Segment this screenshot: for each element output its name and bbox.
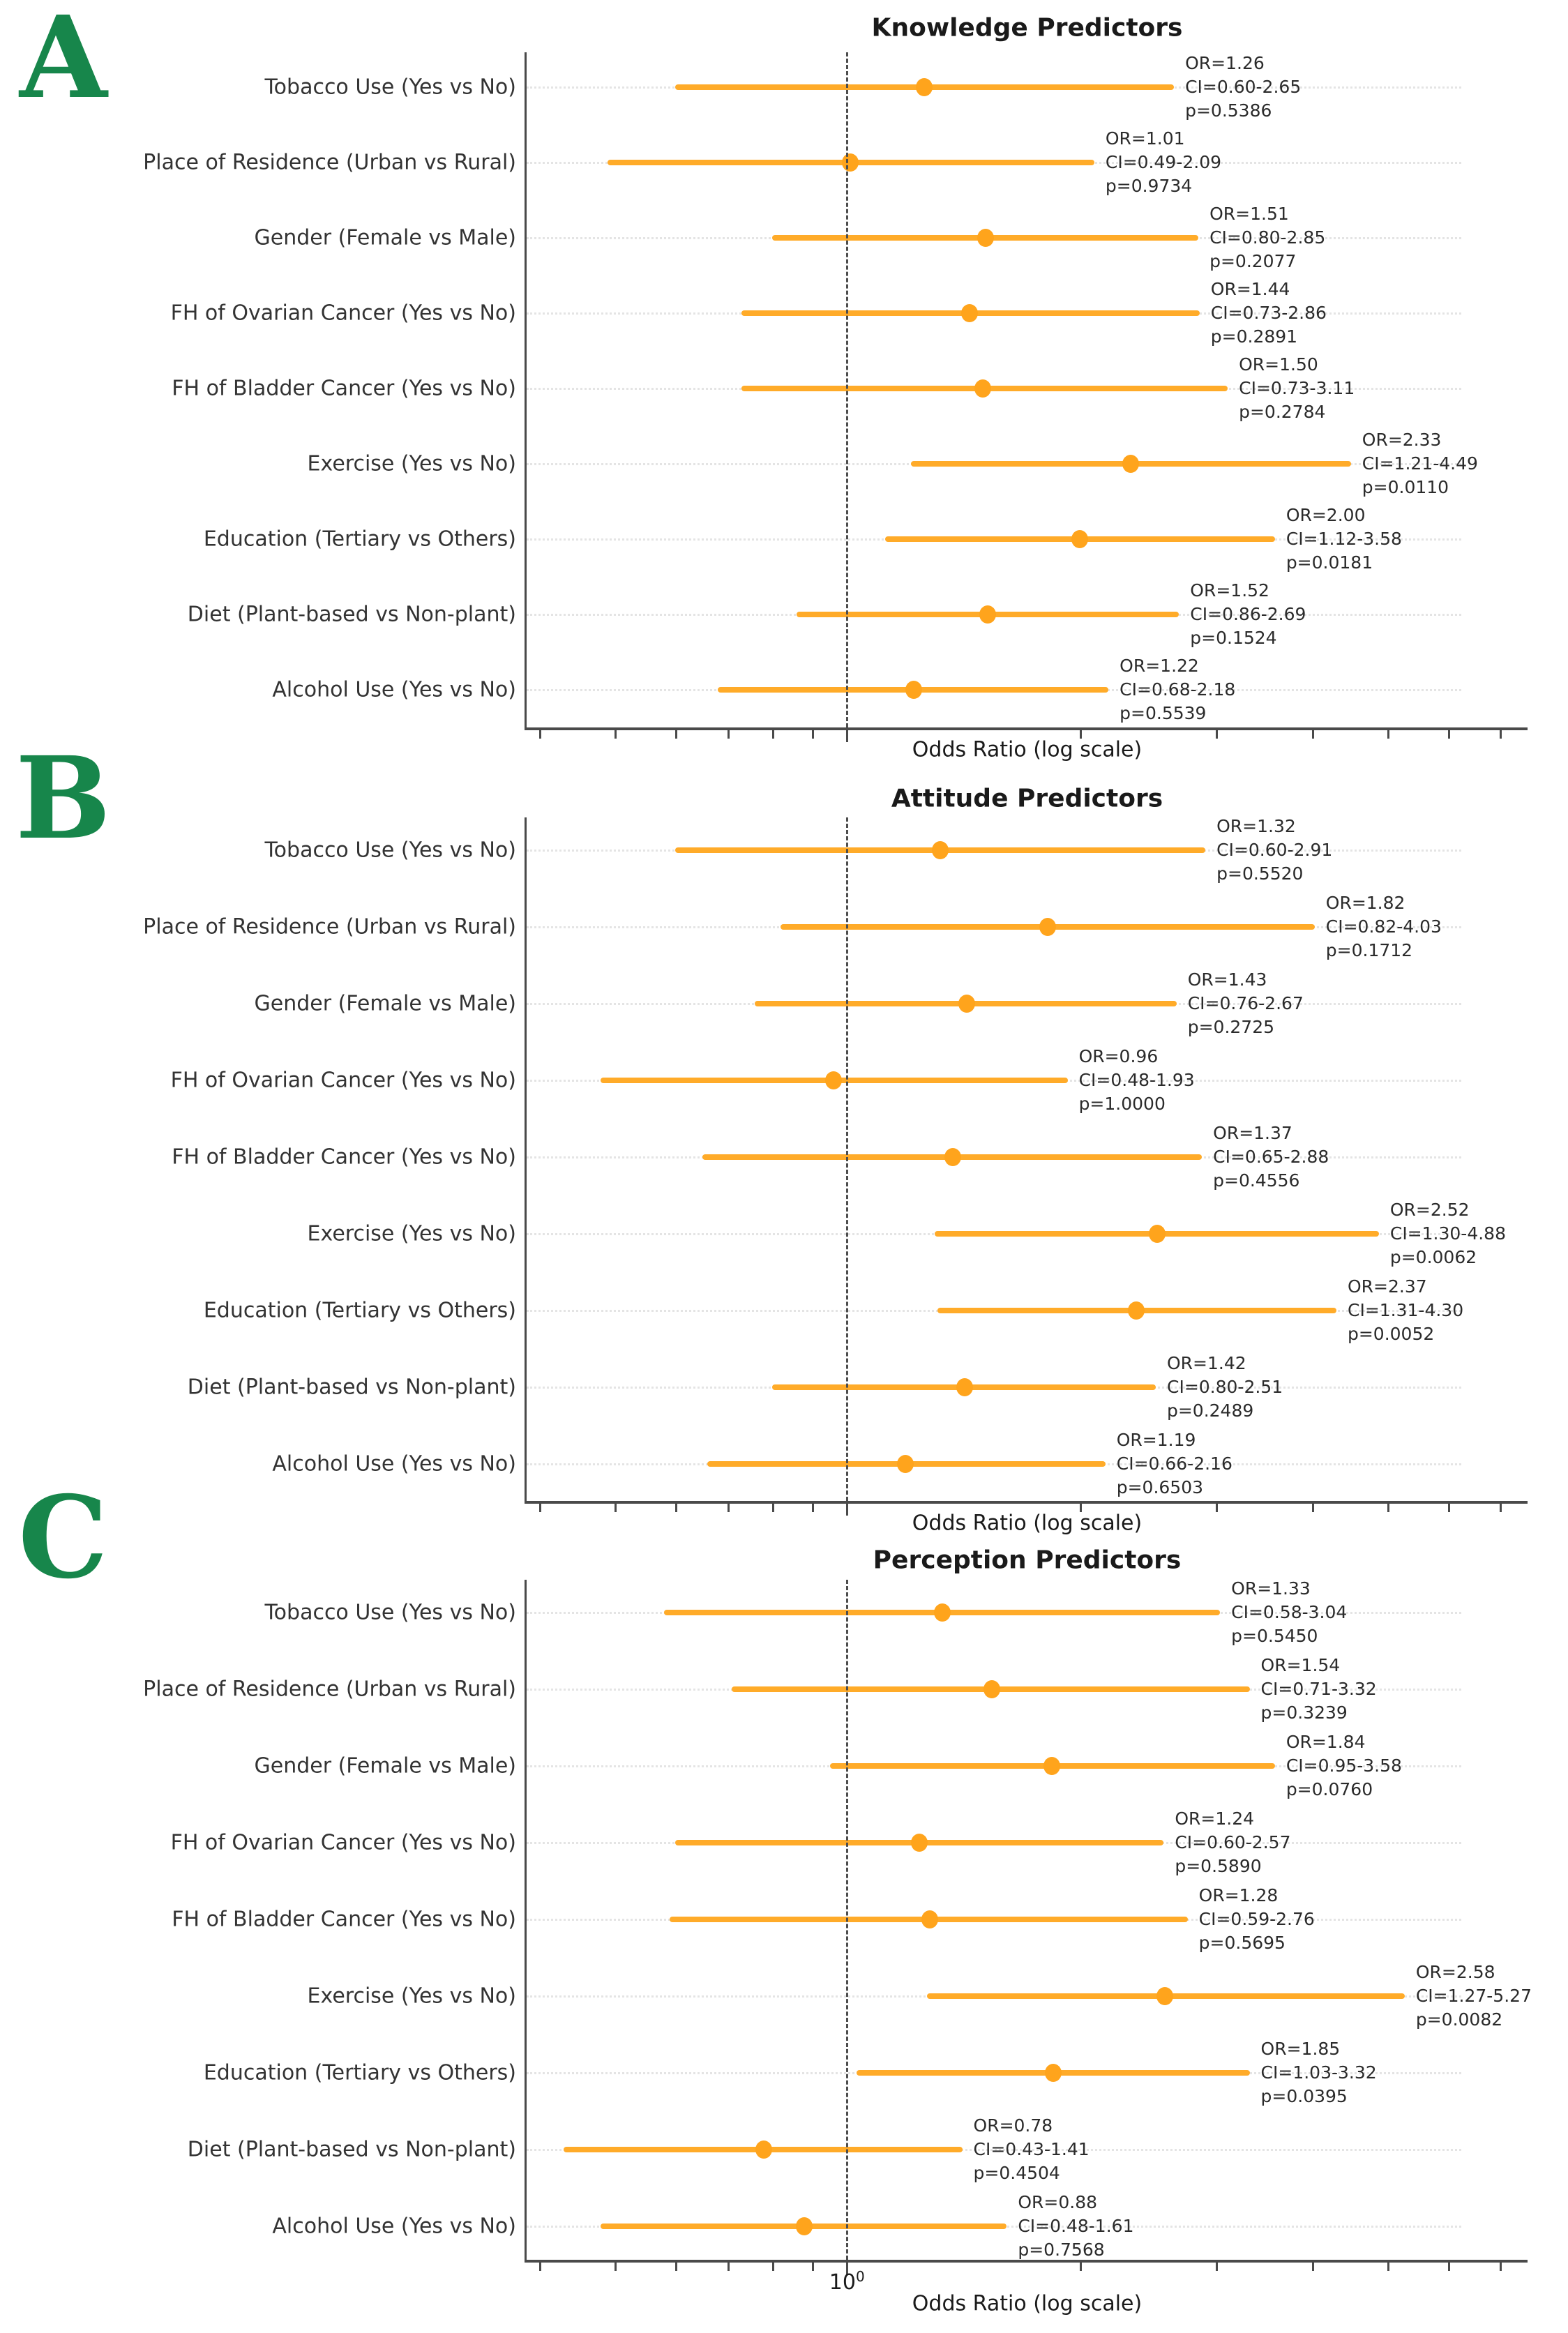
x-minor-tick bbox=[1448, 2263, 1450, 2271]
odds-ratio-marker bbox=[1043, 1757, 1060, 1775]
x-minor-tick bbox=[1500, 730, 1502, 739]
annotation-line-p: p=0.0181 bbox=[1286, 552, 1373, 573]
x-minor-tick bbox=[1387, 730, 1389, 739]
or-ci-p-annotation bbox=[1416, 1961, 1532, 2032]
annotation-line-or: OR=1.42 bbox=[1166, 1353, 1246, 1373]
or-ci-p-annotation bbox=[1231, 1577, 1347, 1648]
or-ci-p-annotation bbox=[1348, 1275, 1463, 1346]
annotation-line-p: p=0.2077 bbox=[1209, 251, 1297, 271]
annotation-line-or: OR=1.19 bbox=[1116, 1430, 1196, 1450]
panel-title: Knowledge Predictors bbox=[871, 13, 1183, 43]
x-minor-tick bbox=[1500, 2263, 1502, 2271]
odds-ratio-marker bbox=[983, 1680, 1000, 1698]
or-ci-p-annotation bbox=[1185, 52, 1301, 123]
category-label: Place of Residence (Urban vs Rural) bbox=[143, 1677, 516, 1702]
annotation-line-ci: CI=0.48-1.61 bbox=[1018, 2216, 1134, 2236]
category-label: Education (Tertiary vs Others) bbox=[203, 527, 516, 552]
category-label: Diet (Plant-based vs Non-plant) bbox=[187, 2137, 516, 2162]
x-minor-tick bbox=[728, 730, 730, 739]
odds-ratio-marker bbox=[932, 841, 949, 859]
odds-ratio-marker bbox=[842, 153, 859, 172]
x-minor-tick bbox=[812, 2263, 814, 2271]
x-minor-tick bbox=[772, 1504, 774, 1512]
x-minor-tick bbox=[615, 2263, 617, 2271]
x-minor-tick bbox=[812, 730, 814, 739]
odds-ratio-marker bbox=[956, 1378, 973, 1396]
panel-title: Attitude Predictors bbox=[891, 784, 1163, 813]
category-label: Education (Tertiary vs Others) bbox=[203, 1298, 516, 1323]
or-ci-p-annotation bbox=[1286, 504, 1402, 575]
annotation-line-ci: CI=0.43-1.41 bbox=[973, 2139, 1090, 2159]
or-ci-p-annotation bbox=[1188, 968, 1304, 1039]
x-minor-tick bbox=[1216, 1504, 1218, 1512]
category-label: Alcohol Use (Yes vs No) bbox=[272, 677, 516, 702]
category-label: Gender (Female vs Male) bbox=[254, 225, 516, 250]
panel-letter: B bbox=[15, 732, 111, 865]
annotation-line-or: OR=2.00 bbox=[1286, 505, 1366, 525]
or-ci-p-annotation bbox=[1117, 1428, 1232, 1500]
reference-line-or-1 bbox=[846, 52, 848, 727]
annotation-line-or: OR=1.50 bbox=[1239, 354, 1318, 375]
x-minor-tick bbox=[1080, 2263, 1082, 2271]
or-ci-p-annotation bbox=[1286, 1730, 1402, 1802]
or-ci-p-annotation bbox=[1211, 278, 1327, 349]
category-label: FH of Bladder Cancer (Yes vs No) bbox=[172, 1145, 516, 1170]
x-minor-tick bbox=[1312, 1504, 1314, 1512]
category-label: FH of Ovarian Cancer (Yes vs No) bbox=[170, 1830, 516, 1855]
y-axis-spine bbox=[525, 817, 527, 1501]
category-label: Diet (Plant-based vs Non-plant) bbox=[187, 1375, 516, 1400]
annotation-line-ci: CI=0.66-2.16 bbox=[1116, 1454, 1232, 1474]
annotation-line-or: OR=2.37 bbox=[1347, 1276, 1427, 1297]
x-minor-tick bbox=[1500, 1504, 1502, 1512]
annotation-line-or: OR=1.43 bbox=[1187, 969, 1267, 990]
annotation-line-ci: CI=0.82-4.03 bbox=[1325, 916, 1442, 937]
odds-ratio-marker bbox=[958, 995, 975, 1013]
x-minor-tick bbox=[675, 2263, 677, 2271]
category-label: Diet (Plant-based vs Non-plant) bbox=[187, 602, 516, 627]
odds-ratio-marker bbox=[977, 229, 994, 247]
annotation-line-p: p=0.5386 bbox=[1185, 100, 1272, 121]
y-axis-spine bbox=[525, 52, 527, 727]
or-ci-p-annotation bbox=[1167, 1352, 1283, 1423]
annotation-line-p: p=0.2725 bbox=[1187, 1017, 1275, 1037]
annotation-line-or: OR=2.52 bbox=[1389, 1200, 1470, 1220]
annotation-line-p: p=0.5539 bbox=[1120, 703, 1207, 723]
or-ci-p-annotation bbox=[1213, 1122, 1329, 1193]
or-ci-p-annotation bbox=[1190, 579, 1306, 650]
x-minor-tick bbox=[675, 730, 677, 739]
annotation-line-ci: CI=0.95-3.58 bbox=[1286, 1756, 1402, 1776]
annotation-line-p: p=0.2489 bbox=[1166, 1400, 1254, 1421]
annotation-line-or: OR=1.37 bbox=[1213, 1123, 1292, 1143]
annotation-line-ci: CI=0.58-3.04 bbox=[1231, 1602, 1348, 1622]
annotation-line-or: OR=0.96 bbox=[1078, 1046, 1159, 1066]
x-minor-tick bbox=[1216, 730, 1218, 739]
category-label: Alcohol Use (Yes vs No) bbox=[272, 1451, 516, 1477]
category-label: Tobacco Use (Yes vs No) bbox=[264, 1600, 516, 1625]
or-ci-p-annotation bbox=[1239, 353, 1355, 424]
or-ci-p-annotation bbox=[1362, 428, 1478, 499]
annotation-line-p: p=0.2891 bbox=[1210, 326, 1298, 347]
annotation-line-p: p=0.0062 bbox=[1389, 1247, 1477, 1267]
annotation-line-p: p=0.9734 bbox=[1105, 176, 1193, 196]
x-minor-tick bbox=[539, 1504, 541, 1512]
annotation-line-or: OR=1.51 bbox=[1209, 204, 1289, 224]
annotation-line-ci: CI=0.80-2.51 bbox=[1166, 1377, 1283, 1397]
annotation-line-ci: CI=0.60-2.57 bbox=[1175, 1832, 1291, 1852]
x-minor-tick bbox=[1312, 730, 1314, 739]
y-axis-spine bbox=[525, 1580, 527, 2260]
annotation-line-or: OR=1.22 bbox=[1120, 656, 1199, 676]
annotation-line-ci: CI=0.60-2.65 bbox=[1185, 77, 1302, 97]
category-label: Education (Tertiary vs Others) bbox=[203, 2060, 516, 2085]
odds-ratio-marker bbox=[897, 1455, 914, 1473]
x-minor-tick bbox=[675, 1504, 677, 1512]
x-major-tick bbox=[846, 730, 848, 742]
panel-letter: A bbox=[20, 0, 107, 124]
odds-ratio-marker bbox=[1122, 455, 1139, 473]
annotation-line-or: OR=2.33 bbox=[1362, 430, 1442, 450]
odds-ratio-marker bbox=[1071, 530, 1088, 548]
annotation-line-p: p=0.7568 bbox=[1018, 2240, 1105, 2260]
category-label: FH of Bladder Cancer (Yes vs No) bbox=[172, 1907, 516, 1932]
annotation-line-or: OR=1.24 bbox=[1175, 1809, 1255, 1829]
annotation-line-p: p=0.5520 bbox=[1216, 863, 1304, 884]
annotation-line-ci: CI=1.03-3.32 bbox=[1260, 2062, 1377, 2083]
x-minor-tick bbox=[1448, 1504, 1450, 1512]
category-label: FH of Ovarian Cancer (Yes vs No) bbox=[170, 301, 516, 326]
category-label: Exercise (Yes vs No) bbox=[307, 451, 516, 476]
or-ci-p-annotation bbox=[1216, 815, 1332, 886]
odds-ratio-marker bbox=[905, 681, 922, 699]
annotation-line-p: p=0.4504 bbox=[973, 2163, 1060, 2183]
annotation-line-p: p=0.5890 bbox=[1175, 1856, 1262, 1876]
or-ci-p-annotation bbox=[1261, 1654, 1377, 1725]
or-ci-p-annotation bbox=[1326, 891, 1442, 962]
annotation-line-p: p=0.1712 bbox=[1325, 940, 1413, 960]
annotation-line-or: OR=1.33 bbox=[1231, 1578, 1311, 1599]
category-label: FH of Ovarian Cancer (Yes vs No) bbox=[170, 1068, 516, 1093]
category-label: Tobacco Use (Yes vs No) bbox=[264, 838, 516, 863]
annotation-line-ci: CI=0.80-2.85 bbox=[1209, 227, 1326, 248]
annotation-line-p: p=0.6503 bbox=[1116, 1477, 1204, 1497]
x-minor-tick bbox=[728, 2263, 730, 2271]
category-label: Place of Residence (Urban vs Rural) bbox=[143, 150, 516, 175]
odds-ratio-marker bbox=[974, 379, 991, 398]
reference-line-or-1 bbox=[846, 1580, 848, 2260]
panel-letter: C bbox=[18, 1472, 108, 1604]
annotation-line-or: OR=1.32 bbox=[1216, 816, 1296, 836]
odds-ratio-marker bbox=[934, 1603, 951, 1622]
category-label: Gender (Female vs Male) bbox=[254, 991, 516, 1016]
odds-ratio-marker bbox=[911, 1834, 928, 1852]
x-axis-label: Odds Ratio (log scale) bbox=[912, 2291, 1143, 2316]
category-label: Exercise (Yes vs No) bbox=[307, 1984, 516, 2009]
odds-ratio-marker bbox=[916, 78, 933, 96]
annotation-line-or: OR=0.78 bbox=[973, 2115, 1053, 2136]
annotation-line-ci: CI=0.60-2.91 bbox=[1216, 840, 1333, 860]
odds-ratio-marker bbox=[1149, 1225, 1166, 1243]
or-ci-p-annotation bbox=[1079, 1045, 1195, 1116]
annotation-line-ci: CI=1.21-4.49 bbox=[1362, 453, 1478, 474]
annotation-line-or: OR=1.52 bbox=[1190, 580, 1269, 601]
annotation-line-or: OR=1.26 bbox=[1185, 53, 1265, 73]
annotation-line-p: p=0.5450 bbox=[1231, 1626, 1318, 1646]
annotation-line-ci: CI=0.59-2.76 bbox=[1198, 1909, 1315, 1929]
annotation-line-p: p=0.2784 bbox=[1239, 402, 1326, 422]
annotation-line-or: OR=1.85 bbox=[1260, 2039, 1341, 2059]
annotation-line-ci: CI=0.76-2.67 bbox=[1187, 993, 1304, 1013]
annotation-line-ci: CI=0.65-2.88 bbox=[1213, 1147, 1329, 1167]
annotation-line-ci: CI=0.68-2.18 bbox=[1120, 679, 1236, 700]
annotation-line-ci: CI=0.71-3.32 bbox=[1260, 1679, 1377, 1699]
annotation-line-ci: CI=0.73-2.86 bbox=[1210, 303, 1327, 323]
or-ci-p-annotation bbox=[974, 2114, 1090, 2185]
annotation-line-or: OR=1.01 bbox=[1105, 128, 1185, 149]
or-ci-p-annotation bbox=[1261, 2037, 1377, 2108]
reference-line-or-1 bbox=[846, 817, 848, 1501]
odds-ratio-marker bbox=[1039, 918, 1056, 936]
category-label: Gender (Female vs Male) bbox=[254, 1753, 516, 1779]
annotation-line-ci: CI=0.49-2.09 bbox=[1105, 152, 1222, 172]
x-tick-label-10-0 bbox=[829, 2268, 865, 2295]
annotation-line-ci: CI=1.12-3.58 bbox=[1286, 529, 1402, 549]
x-minor-tick bbox=[772, 2263, 774, 2271]
annotation-line-p: p=0.0082 bbox=[1415, 2009, 1503, 2030]
annotation-line-p: p=0.1524 bbox=[1190, 628, 1277, 648]
annotation-line-p: p=0.4556 bbox=[1213, 1170, 1300, 1191]
odds-ratio-marker bbox=[796, 2217, 813, 2235]
odds-ratio-marker bbox=[921, 1910, 938, 1928]
category-label: Alcohol Use (Yes vs No) bbox=[272, 2214, 516, 2239]
odds-ratio-marker bbox=[1045, 2064, 1062, 2082]
or-ci-p-annotation bbox=[1018, 2191, 1133, 2262]
annotation-line-p: p=0.5695 bbox=[1198, 1933, 1286, 1953]
annotation-line-or: OR=2.58 bbox=[1415, 1962, 1495, 1982]
annotation-line-ci: CI=0.73-3.11 bbox=[1239, 378, 1355, 398]
annotation-line-or: OR=1.44 bbox=[1210, 279, 1290, 299]
or-ci-p-annotation bbox=[1199, 1884, 1315, 1955]
annotation-line-ci: CI=1.30-4.88 bbox=[1389, 1223, 1506, 1244]
category-label: Tobacco Use (Yes vs No) bbox=[264, 75, 516, 100]
odds-ratio-marker bbox=[1156, 1987, 1173, 2005]
x-minor-tick bbox=[772, 730, 774, 739]
odds-ratio-marker bbox=[961, 304, 978, 322]
x-minor-tick bbox=[615, 1504, 617, 1512]
x-minor-tick bbox=[1448, 730, 1450, 739]
or-ci-p-annotation bbox=[1120, 654, 1235, 725]
x-minor-tick bbox=[728, 1504, 730, 1512]
annotation-line-or: OR=1.28 bbox=[1198, 1885, 1279, 1905]
or-ci-p-annotation bbox=[1209, 202, 1325, 273]
annotation-line-p: p=0.0760 bbox=[1286, 1779, 1373, 1799]
category-label: Place of Residence (Urban vs Rural) bbox=[143, 914, 516, 939]
odds-ratio-marker bbox=[979, 605, 996, 624]
or-ci-p-annotation bbox=[1175, 1807, 1290, 1878]
annotation-line-p: p=0.0052 bbox=[1347, 1324, 1435, 1344]
x-axis-label: Odds Ratio (log scale) bbox=[912, 737, 1143, 762]
x-minor-tick bbox=[539, 2263, 541, 2271]
annotation-line-p: p=0.0110 bbox=[1362, 477, 1449, 497]
category-label: FH of Bladder Cancer (Yes vs No) bbox=[172, 376, 516, 401]
odds-ratio-marker bbox=[1128, 1301, 1145, 1320]
odds-ratio-marker bbox=[825, 1071, 842, 1089]
annotation-line-or: OR=1.82 bbox=[1325, 893, 1405, 913]
annotation-line-p: p=1.0000 bbox=[1078, 1094, 1166, 1114]
tick-exponent: 0 bbox=[855, 2268, 865, 2285]
panel-title: Perception Predictors bbox=[873, 1546, 1182, 1575]
x-minor-tick bbox=[615, 730, 617, 739]
or-ci-p-annotation bbox=[1390, 1198, 1506, 1269]
annotation-line-p: p=0.0395 bbox=[1260, 2086, 1348, 2106]
odds-ratio-marker bbox=[755, 2141, 772, 2159]
annotation-line-ci: CI=1.31-4.30 bbox=[1347, 1300, 1464, 1320]
x-major-tick bbox=[846, 1504, 848, 1516]
category-label: Exercise (Yes vs No) bbox=[307, 1221, 516, 1246]
annotation-line-ci: CI=1.27-5.27 bbox=[1415, 1986, 1532, 2006]
tick-base: 10 bbox=[829, 2270, 856, 2295]
x-minor-tick bbox=[812, 1504, 814, 1512]
or-ci-p-annotation bbox=[1106, 127, 1221, 198]
x-axis-label: Odds Ratio (log scale) bbox=[912, 1511, 1143, 1536]
annotation-line-or: OR=1.84 bbox=[1286, 1732, 1366, 1752]
x-minor-tick bbox=[1387, 2263, 1389, 2271]
annotation-line-p: p=0.3239 bbox=[1260, 1702, 1348, 1723]
x-minor-tick bbox=[1216, 2263, 1218, 2271]
x-minor-tick bbox=[539, 730, 541, 739]
annotation-line-ci: CI=0.86-2.69 bbox=[1190, 604, 1306, 624]
x-minor-tick bbox=[1387, 1504, 1389, 1512]
x-minor-tick bbox=[1312, 2263, 1314, 2271]
annotation-line-or: OR=0.88 bbox=[1018, 2192, 1098, 2212]
annotation-line-ci: CI=0.48-1.93 bbox=[1078, 1070, 1195, 1090]
odds-ratio-marker bbox=[944, 1148, 961, 1166]
annotation-line-or: OR=1.54 bbox=[1260, 1655, 1341, 1675]
